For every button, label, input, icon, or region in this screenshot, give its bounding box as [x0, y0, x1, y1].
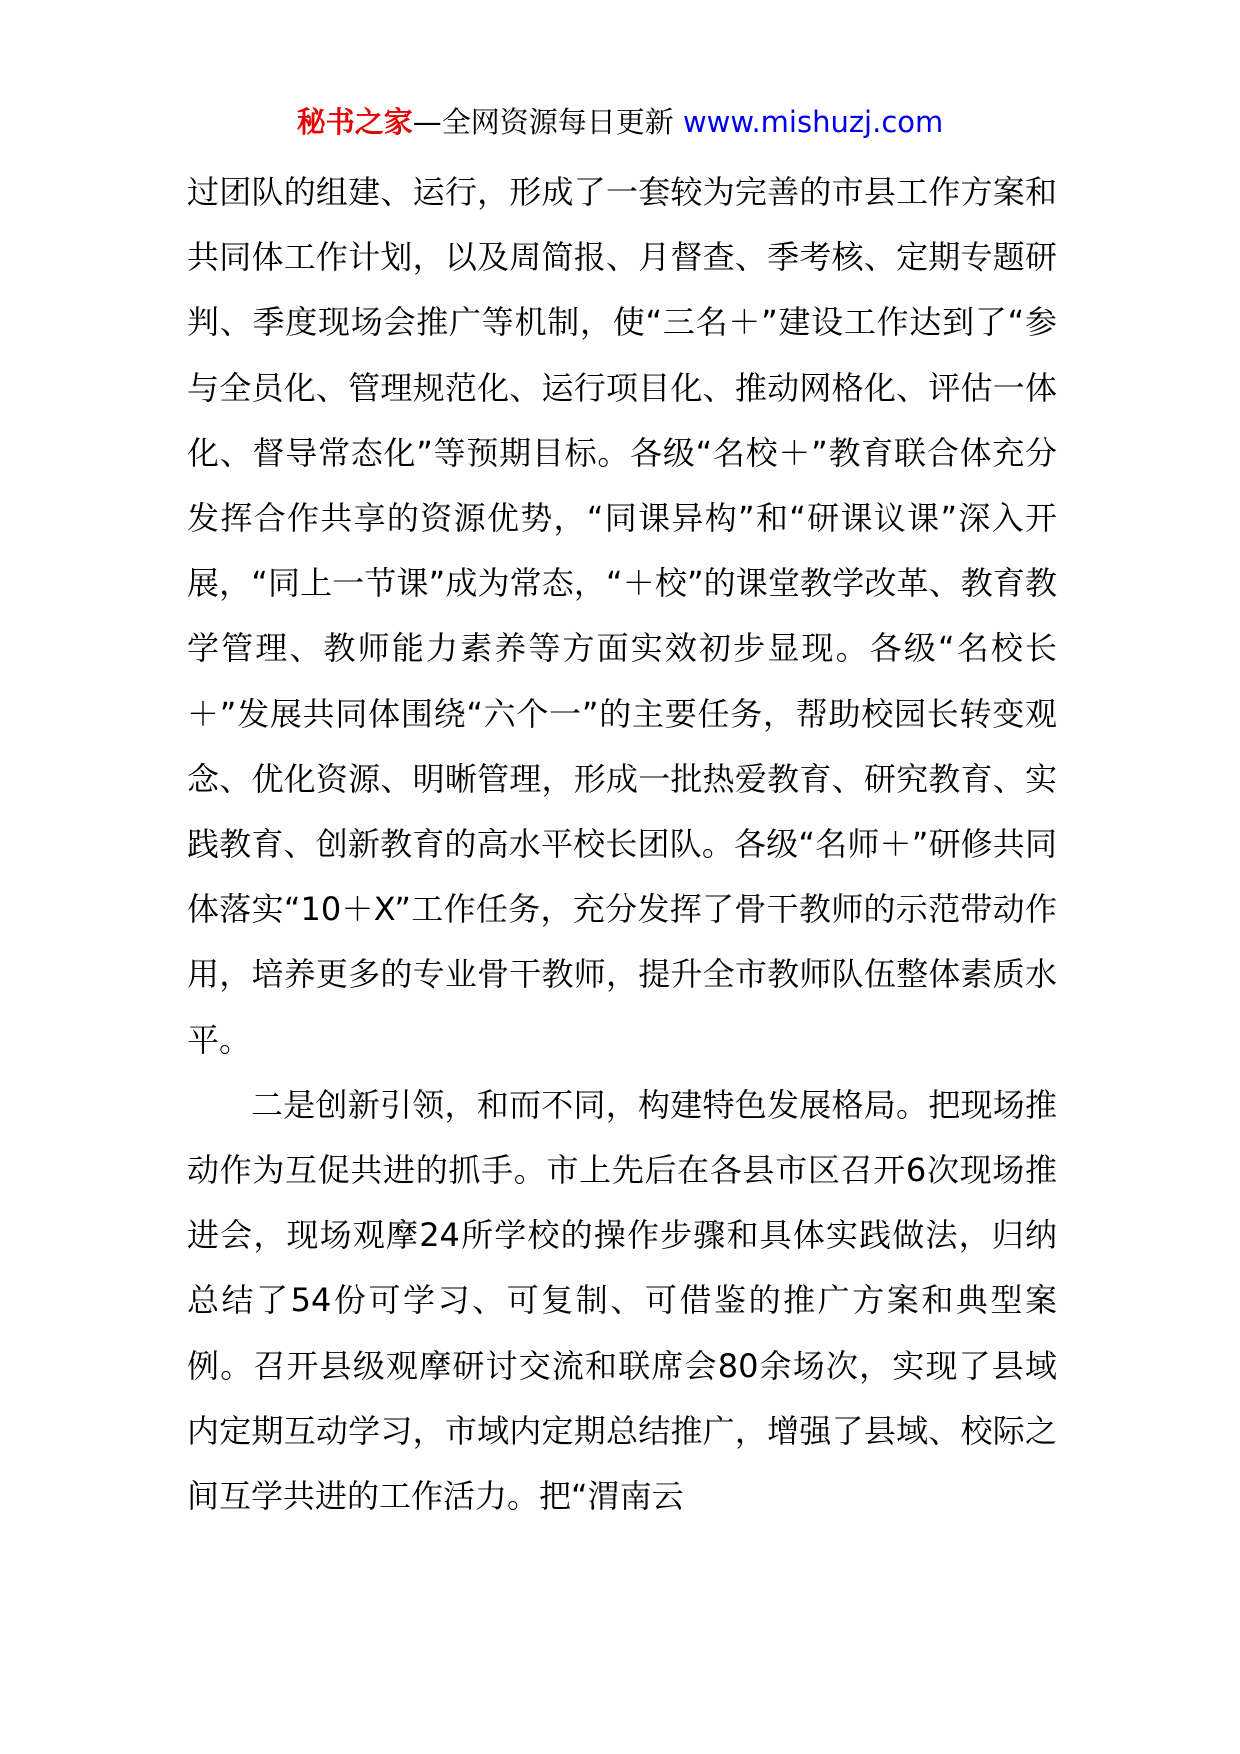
document-body	[187, 160, 1057, 1529]
page-header	[0, 102, 1240, 142]
site-url[interactable]: www.mishuzj.com	[682, 105, 944, 139]
brand-name: 秘书之家	[296, 105, 413, 139]
paragraph-second-point: 二是创新引领，和而不同，构建特色发展格局。把现场推动作为互促共进的抓手。市上先后在各县市区召开6次现场推进会，现场观摩24所学校的操作步骤和具体实践做法，归纳总结了54份可学习、可复制、可借鉴的推广方案和典型案例。召开县级观摩研讨交流和联席会80余场次，实现了县域内定期互动学习，市域内定期总结推广，增强了县域、校际之间互学共进的工作活力。把“渭南云	[187, 1085, 1057, 1516]
header-tagline: —全网资源每日更新	[412, 105, 683, 139]
paragraph-continuation: 过团队的组建、运行，形成了一套较为完善的市县工作方案和共同体工作计划，以及周简报、月督查、季考核、定期专题研判、季度现场会推广等机制，使“三名＋”建设工作达到了“参与全员化、管理规范化、运行项目化、推动网格化、评估一体化、督导常态化”等预期目标。各级“名校＋”教育联合体充分发挥合作共享的资源优势，“同课异构”和“研课议课”深入开展，“同上一节课”成为常态，“＋校”的课堂教学改革、教育教学管理、教师能力素养等方面实效初步显现。各级“名校长＋”发展共同体围绕“六个一”的主要任务，帮助校园长转变观念、优化资源、明晰管理，形成一批热爱教育、研究教育、实践教育、创新教育的高水平校长团队。各级“名师＋”研修共同体落实“10＋X”工作任务，充分发挥了骨干教师的示范带动作用，培养更多的专业骨干教师，提升全市教师队伍整体素质水平。	[187, 173, 1057, 1059]
